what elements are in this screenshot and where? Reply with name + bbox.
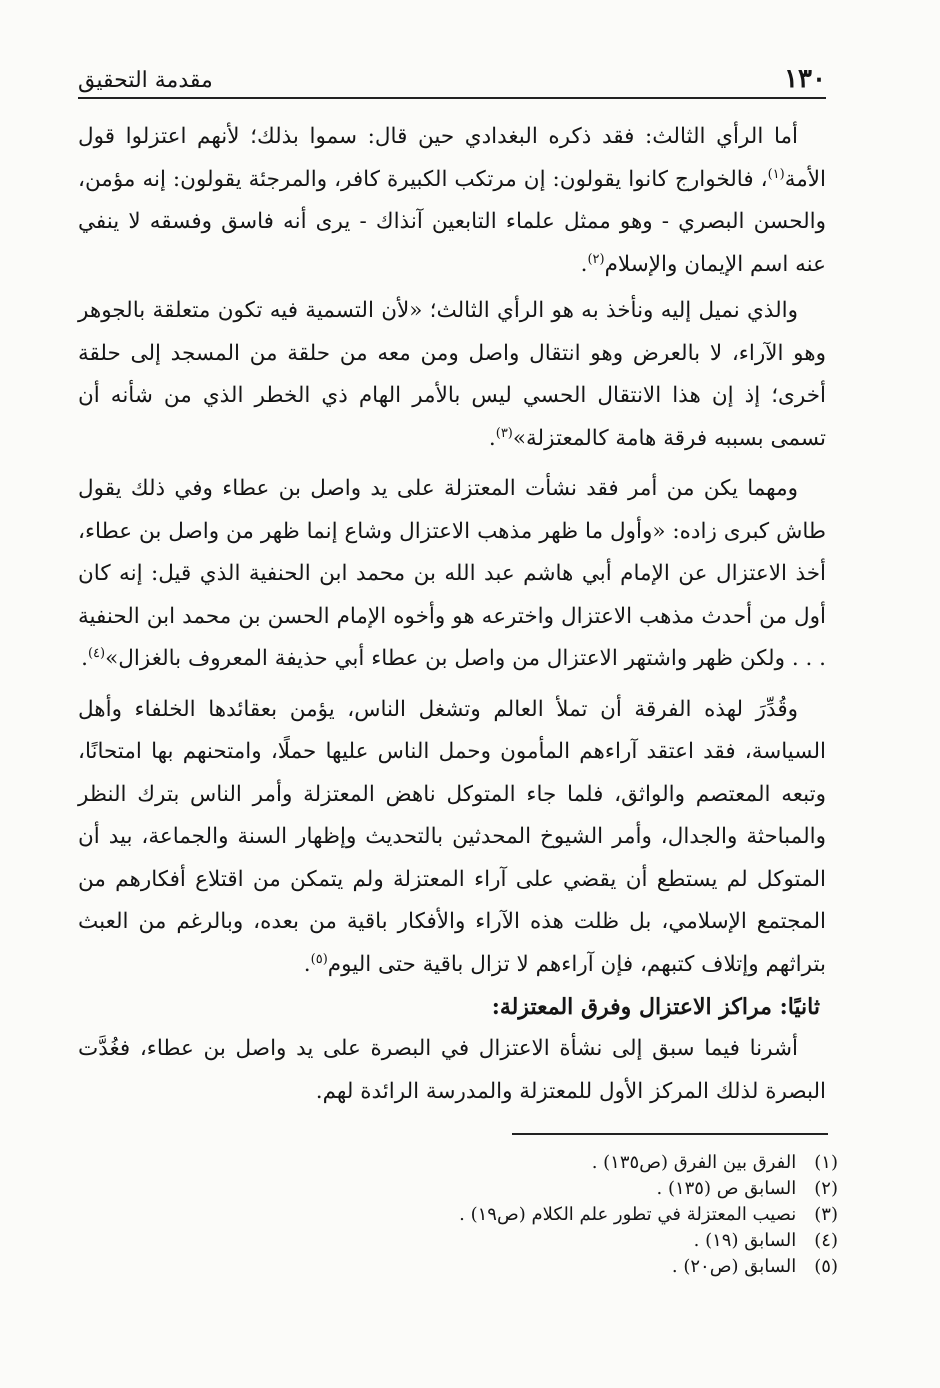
footnote-ref-4[interactable]: (٤) xyxy=(87,645,106,661)
footnote-1 xyxy=(78,1150,838,1176)
paragraph-5 xyxy=(78,1028,826,1113)
footnote-number: (٥) xyxy=(814,1256,838,1277)
footnote-ref-2[interactable]: (٢) xyxy=(587,251,605,267)
footnote-text: السابق (١٩) . xyxy=(693,1230,797,1251)
footnote-text: السابق ص (١٣٥) . xyxy=(656,1178,797,1199)
paragraph-1-end: . xyxy=(580,251,588,277)
page-header xyxy=(78,64,826,98)
paragraph-2 xyxy=(78,290,826,460)
paragraph-2-text: والذي نميل إليه ونأخذ به هو الرأي الثالث؛ «لأن التسمية فيه تكون متعلقة بالجوهر وهو الآراء، لا بالعرض وهو انتقال واصل ومن معه من حلقة من المسجد إلى حلقة أخرى؛ إذ إن هذا الانتقال الحسي ليس بالأمر الهام ذي الخطر الذي من شأنه أن تسمى بسببه فرقة هامة كالمعتزلة» xyxy=(78,298,826,451)
paragraph-3-text: ومهما يكن من أمر فقد نشأت المعتزلة على يد واصل بن عطاء وفي ذلك يقول طاش كبرى زاده: «وأول ما ظهر مذهب الاعتزال وشاع إنما ظهر من واصل بن عطاء، أخذ الاعتزال عن الإمام أبي هاشم عبد الله بن محمد ابن الحنفية الذي قيل: إنه كان أول من أحدث مذهب الاعتزال واخترعه هو وأخوه الإمام الحسن بن محمد ابن الحنفية . . . ولكن ظهر واشتهر الاعتزال من واصل بن عطاء أبي حذيفة المعروف بالغزال» xyxy=(78,476,826,671)
footnote-5 xyxy=(78,1254,838,1280)
footnote-rule xyxy=(512,1133,828,1135)
section-heading: ثانيًا: مراكز الاعتزال وفرق المعتزلة: xyxy=(491,994,820,1020)
running-title: مقدمة التحقيق xyxy=(78,68,213,93)
paragraph-1-text-cont: ، فالخوارج كانوا يقولون: إن مرتكب الكبيرة كافر، والمرجئة يقولون: إنه مؤمن، والحسن البصري - وهو ممثل علماء التابعين آنذاك - يرى أنه فاسق وفسقه لا ينفي عنه اسم الإيمان والإسلام xyxy=(78,166,826,277)
paragraph-3 xyxy=(78,468,826,681)
paragraph-3-end: . xyxy=(81,646,88,671)
paragraph-4 xyxy=(78,689,826,987)
paragraph-4-text: وقُدِّرَ لهذه الفرقة أن تملأ العالم وتشغل الناس، يؤمن بعقائدها الخلفاء وأهل السياسة، فقد اعتقد آراءهم المأمون وحمل الناس عليها حملًا، وامتحنهم بها امتحانًا، وتبعه المعتصم والواثق، فلما جاء المتوكل ناهض المعتزلة وأمر الناس بترك النظر والمباحثة والجدال، وأمر الشيوخ المحدثين بالتحديث وإظهار السنة والجماعة، بيد أن المتوكل لم يستطع أن يقضي على آراء المعتزلة ولم يتمكن من اقتلاع أفكارهم من المجتمع الإسلامي، بل ظلت هذه الآراء والأفكار باقية من بعده، وبالرغم من العبث بتراثهم وإتلاف كتبهم، فإن آراءهم لا تزال باقية حتى اليوم xyxy=(78,696,826,977)
footnote-number: (١) xyxy=(814,1152,838,1173)
page-number: ١٣٠ xyxy=(784,64,826,94)
paragraph-5-text: أشرنا فيما سبق إلى نشأة الاعتزال في البصرة على يد واصل بن عطاء، فغُدَّت البصرة لذلك المركز الأول للمعتزلة والمدرسة الرائدة لهم. xyxy=(78,1036,826,1104)
footnote-ref-5[interactable]: (٥) xyxy=(310,951,328,967)
footnote-number: (٢) xyxy=(814,1178,838,1199)
main-text xyxy=(78,116,826,1113)
footnote-ref-1[interactable]: (١) xyxy=(767,166,785,182)
footnote-3 xyxy=(78,1202,838,1228)
footnote-2 xyxy=(78,1176,838,1202)
footnote-number: (٣) xyxy=(814,1204,838,1225)
footnote-text: نصيب المعتزلة في تطور علم الكلام (ص١٩) . xyxy=(459,1204,797,1225)
footnote-ref-3[interactable]: (٣) xyxy=(495,425,513,441)
paragraph-4-end: . xyxy=(303,951,311,977)
paragraph-2-end: . xyxy=(488,425,496,451)
footnote-text: السابق (ص٢٠) . xyxy=(671,1256,797,1277)
header-rule xyxy=(78,97,826,99)
footnote-4 xyxy=(78,1228,838,1254)
footnote-text: الفرق بين الفرق (ص١٣٥) . xyxy=(591,1152,797,1173)
footnotes xyxy=(78,1150,838,1280)
paragraph-1 xyxy=(78,116,826,286)
paragraph-1-text: أما الرأي الثالث: فقد ذكره البغدادي حين قال: سموا بذلك؛ لأنهم اعتزلوا قول الأمة xyxy=(78,124,826,192)
footnote-number: (٤) xyxy=(814,1230,838,1251)
